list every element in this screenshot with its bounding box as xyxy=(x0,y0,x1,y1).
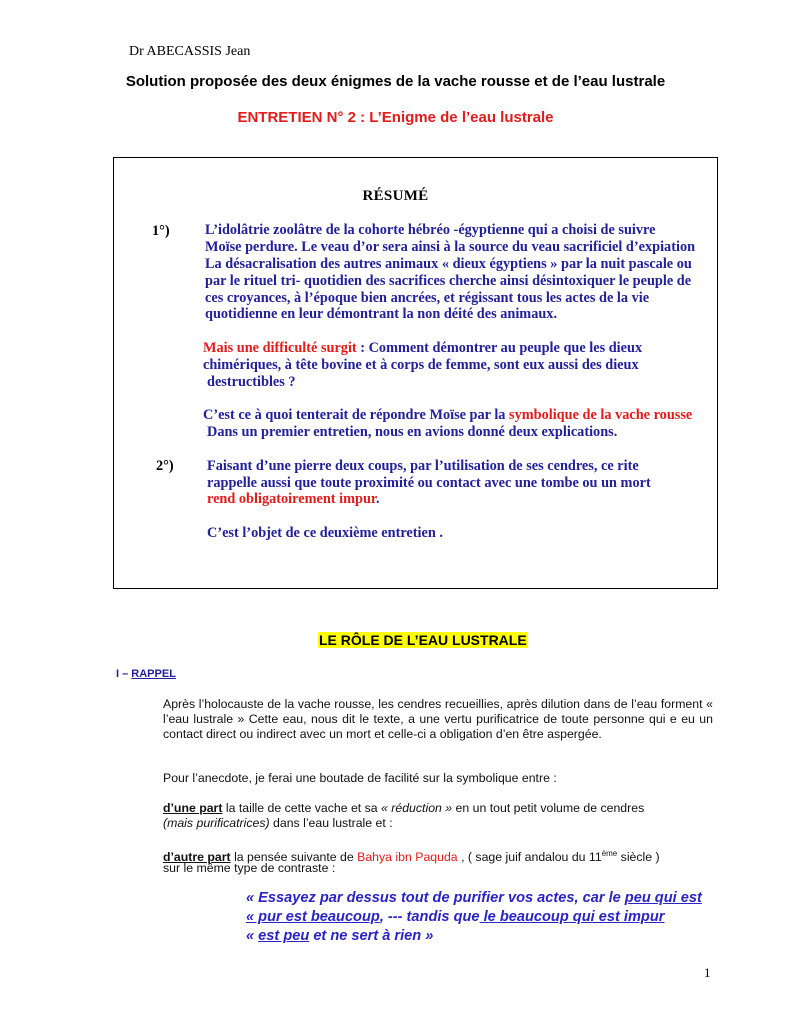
reduction-text: « réduction » xyxy=(381,801,453,815)
paragraph-holocaust: Après l’holocauste de la vache rousse, les cendres recueillies, après dilution dans de l’eau forment « l’eau lustrale » Cette eau, nous dit le texte, a une vertu purificatrice de toute personne qui e eu un contact direct ou indirect avec un mort et celle-ci a obligation d’en être aspergée. xyxy=(163,697,713,741)
dune-part-label: d’une part xyxy=(163,801,223,815)
quote-text: et ne sert à rien » xyxy=(309,928,434,944)
difficulty-line xyxy=(203,340,642,357)
dautre-part-text: la pensée suivante de xyxy=(230,850,358,864)
item2-line: Faisant d’une pierre deux coups, par l’utilisation de ses cendres, ce rite xyxy=(207,458,639,474)
moise-line xyxy=(203,407,692,424)
quote-line xyxy=(246,927,433,946)
item2-number: 2°) xyxy=(156,458,174,474)
item1-line: quotidienne en leur démontrant la non déité des animaux. xyxy=(205,306,558,322)
quote-text: « xyxy=(246,928,259,944)
page-number: 1 xyxy=(704,965,711,980)
eau-lustrale-text: dans l’eau lustrale et : xyxy=(269,816,393,830)
moise-line: Dans un premier entretien, nous en avions donné deux explications. xyxy=(207,424,618,440)
paragraph-dune-part-line2 xyxy=(163,816,393,831)
rappel-heading xyxy=(116,668,176,680)
section-heading: LE RÔLE DE L’EAU LUSTRALE xyxy=(319,632,527,648)
item1-line: Moïse perdure. Le veau d’or sera ainsi à la source du veau sacrificiel d’expiation xyxy=(205,239,696,255)
quote-underlined: peu qui est xyxy=(624,890,702,906)
moise-text: C’est ce à quoi tenterait de répondre Moïse par la xyxy=(203,407,510,423)
quote-underlined: « pur est beaucoup xyxy=(246,909,380,925)
difficulty-line: destructibles ? xyxy=(207,374,296,390)
quote-text: « Essayez par dessus tout de purifier vos actes, car le xyxy=(246,890,625,906)
rappel-prefix: I – xyxy=(116,668,132,680)
item2-line xyxy=(207,491,380,508)
dune-part-text: la taille de cette vache et sa xyxy=(222,801,382,815)
item1-line: L’idolâtrie zoolâtre de la cohorte hébréo -égyptienne qui a choisi de suivre xyxy=(205,222,656,238)
purificatrices-text: (mais purificatrices) xyxy=(163,816,270,830)
paragraph-dune-part xyxy=(163,801,644,816)
rappel-label: RAPPEL xyxy=(131,668,176,680)
item1-line: ces croyances, à l’époque bien ancrées, et régissant tous les actes de la vie xyxy=(205,290,650,306)
century-superscript: ème xyxy=(601,849,618,858)
quote-line xyxy=(246,889,702,908)
difficulty-text: : Comment démontrer au peuple que les dieux xyxy=(356,340,643,356)
sage-text: , ( sage juif andalou du 11 xyxy=(457,850,602,864)
moise-red-text: symbolique de la vache rousse xyxy=(509,407,693,423)
author-reference: Bahya ibn Paquda xyxy=(357,850,458,864)
item2-red-text: rend obligatoirement impur xyxy=(207,491,376,507)
item1-line: La désacralisation des autres animaux « dieux égyptiens » par la nuit pascale ou xyxy=(205,256,692,272)
difficulty-line: chimériques, à tête bovine et à corps de femme, sont eux aussi des dieux xyxy=(203,357,639,373)
item1-number: 1°) xyxy=(152,223,170,239)
dautre-part-label: d’autre part xyxy=(163,850,231,864)
quote-line xyxy=(246,908,664,927)
paragraph-anecdote: Pour l’anecdote, je ferai une boutade de facilité sur la symbolique entre : xyxy=(163,771,557,785)
author-name: Dr ABECASSIS Jean xyxy=(129,44,251,59)
item2-line: rappelle aussi que toute proximité ou contact avec une tombe ou un mort xyxy=(207,475,651,491)
siecle-text: siècle ) xyxy=(617,850,660,864)
item2-period: . xyxy=(375,491,380,507)
difficulty-red-text: Mais une difficulté surgit xyxy=(203,340,357,356)
dune-part-text-end: en un tout petit volume de cendres xyxy=(452,801,645,815)
paragraph-dautre-part-line2: sur le même type de contraste : xyxy=(163,861,336,875)
document-subtitle: ENTRETIEN N° 2 : L’Enigme de l’eau lustrale xyxy=(237,109,554,126)
summary-heading: RÉSUMÉ xyxy=(362,188,429,204)
quote-text: , --- tandis que xyxy=(379,909,480,925)
quote-underlined: est peu xyxy=(258,928,310,944)
quote-underlined: le beaucoup qui est impur xyxy=(479,909,665,925)
object-line: C’est l’objet de ce deuxième entretien . xyxy=(207,525,443,541)
item1-line: par le rituel tri- quotidien des sacrifices cherche ainsi désintoxiquer le peuple de xyxy=(205,273,692,289)
document-title: Solution proposée des deux énigmes de la vache rousse et de l’eau lustrale xyxy=(125,73,666,90)
